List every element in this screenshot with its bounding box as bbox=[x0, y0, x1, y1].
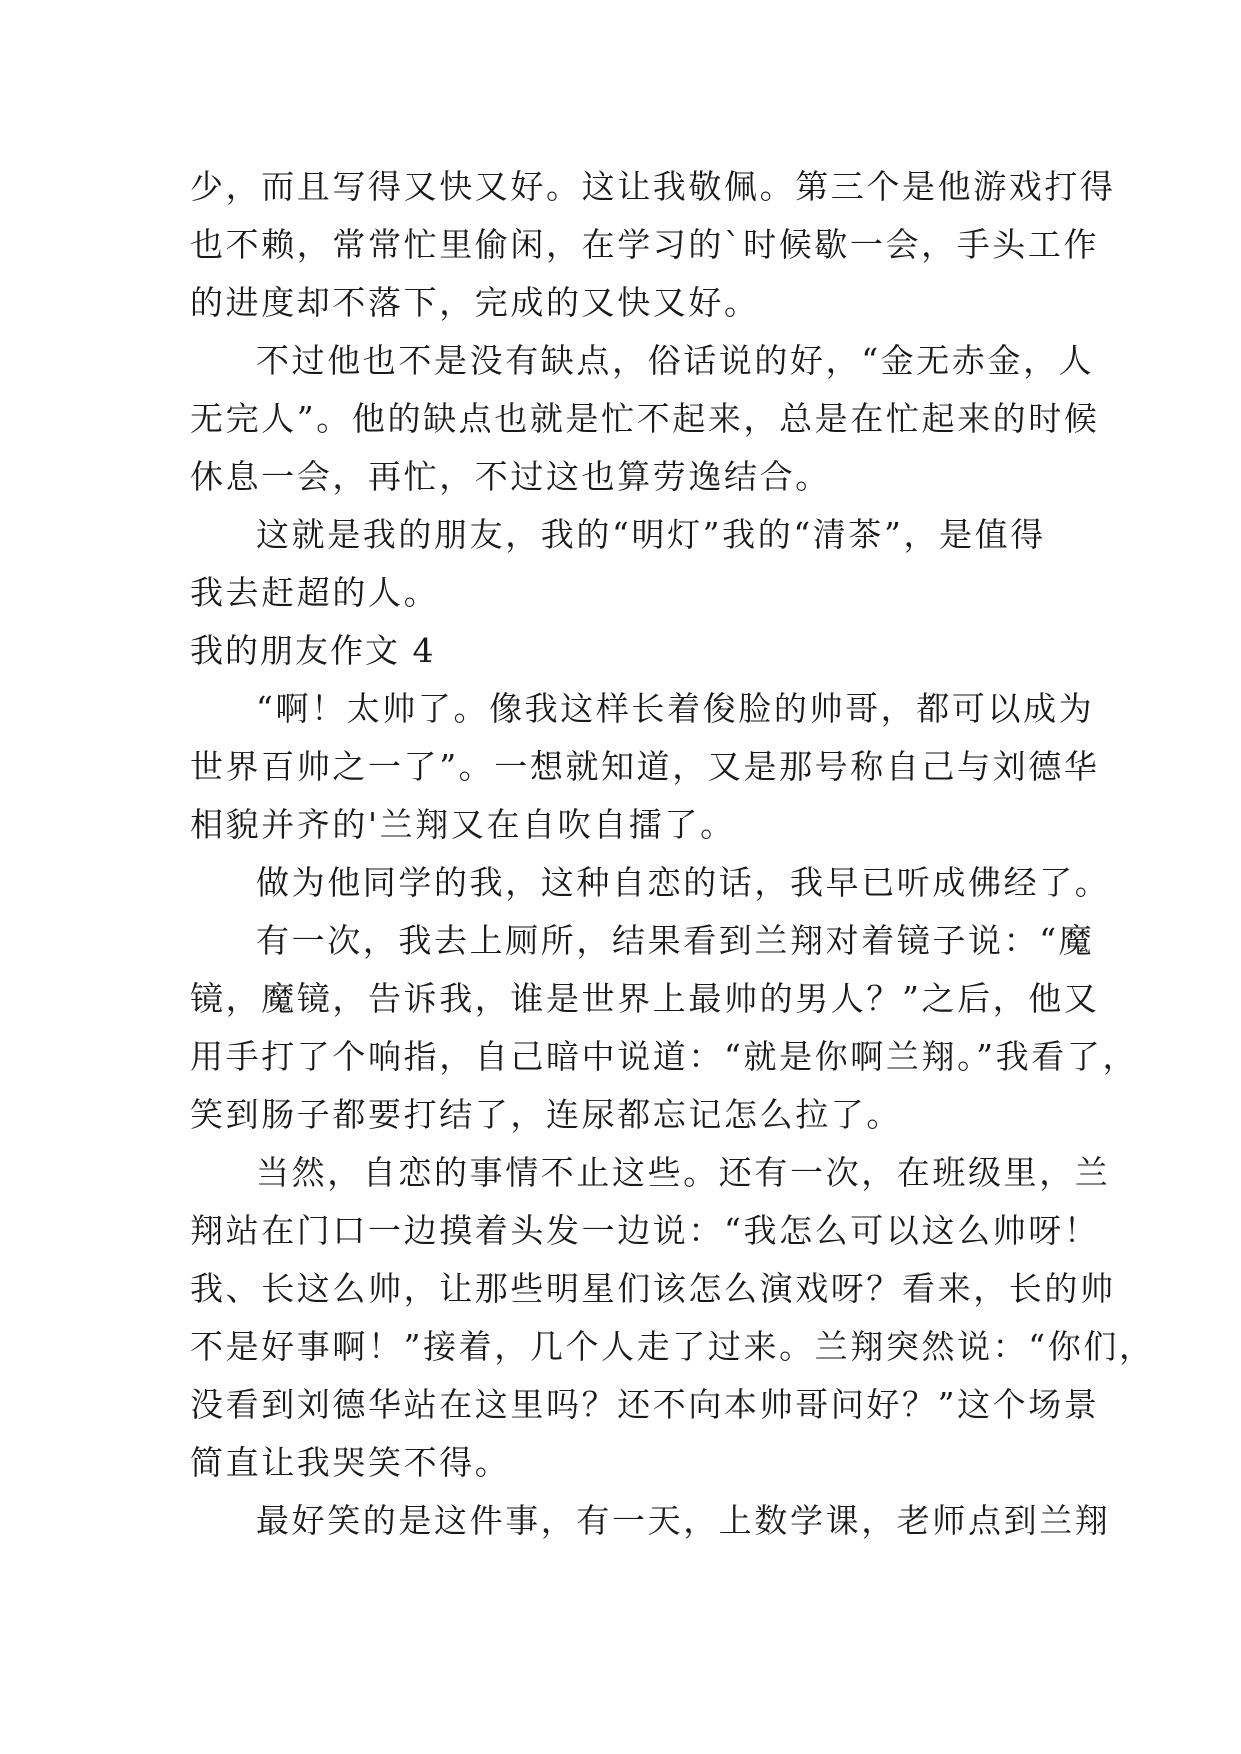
paragraph-first-line: 做为他同学的我，这种自恋的话，我早已听成佛经了。 bbox=[256, 863, 1111, 902]
text-line: 世界百帅之一了”。一想就知道，又是那号称自己与刘德华 bbox=[190, 747, 1100, 786]
text-line: 没看到刘德华站在这里吗？还不向本帅哥问好？”这个场景 bbox=[190, 1385, 1100, 1424]
text-line: 少，而且写得又快又好。这让我敬佩。第三个是他游戏打得 bbox=[190, 167, 1116, 206]
paragraph-first-line: 不过他也不是没有缺点，俗话说的好，“金无赤金，人 bbox=[256, 341, 1095, 380]
document-body bbox=[190, 158, 1155, 1550]
paragraph-first-line: 这就是我的朋友，我的“明灯”我的“清茶”，是值得 bbox=[256, 515, 1046, 554]
text-line: 不是好事啊！”接着，几个人走了过来。兰翔突然说：“你们， bbox=[190, 1327, 1155, 1366]
section-heading: 我的朋友作文 4 bbox=[190, 631, 436, 670]
paragraph-first-line: 当然，自恋的事情不止这些。还有一次，在班级里，兰 bbox=[256, 1153, 1111, 1192]
paragraph-first-line: 有一次，我去上厕所，结果看到兰翔对着镜子说：“魔 bbox=[256, 921, 1095, 960]
paragraph-first-line: “啊！太帅了。像我这样长着俊脸的帅哥，都可以成为 bbox=[256, 689, 1095, 728]
text-line: 翔站在门口一边摸着头发一边说：“我怎么可以这么帅呀！ bbox=[190, 1211, 1100, 1250]
text-line: 笑到肠子都要打结了，连尿都忘记怎么拉了。 bbox=[190, 1095, 902, 1134]
text-line: 简直让我哭笑不得。 bbox=[190, 1443, 511, 1482]
text-line: 休息一会，再忙，不过这也算劳逸结合。 bbox=[190, 457, 831, 496]
text-line: 也不赖，常常忙里偷闲，在学习的`时候歇一会，手头工作 bbox=[190, 225, 1100, 264]
text-line: 无完人”。他的缺点也就是忙不起来，总是在忙起来的时候 bbox=[190, 399, 1100, 438]
text-line: 的进度却不落下，完成的又快又好。 bbox=[190, 283, 760, 322]
text-line: 相貌并齐的'兰翔又在自吹自擂了。 bbox=[190, 805, 736, 844]
text-line: 我去赶超的人。 bbox=[190, 573, 440, 612]
paragraph-first-line: 最好笑的是这件事，有一天，上数学课，老师点到兰翔 bbox=[256, 1501, 1111, 1540]
text-line: 镜，魔镜，告诉我，谁是世界上最帅的男人？”之后，他又 bbox=[190, 979, 1100, 1018]
text-line: 我、长这么帅，让那些明星们该怎么演戏呀？看来，长的帅 bbox=[190, 1269, 1116, 1308]
text-line: 用手打了个响指，自己暗中说道：“就是你啊兰翔。”我看了， bbox=[190, 1037, 1139, 1076]
